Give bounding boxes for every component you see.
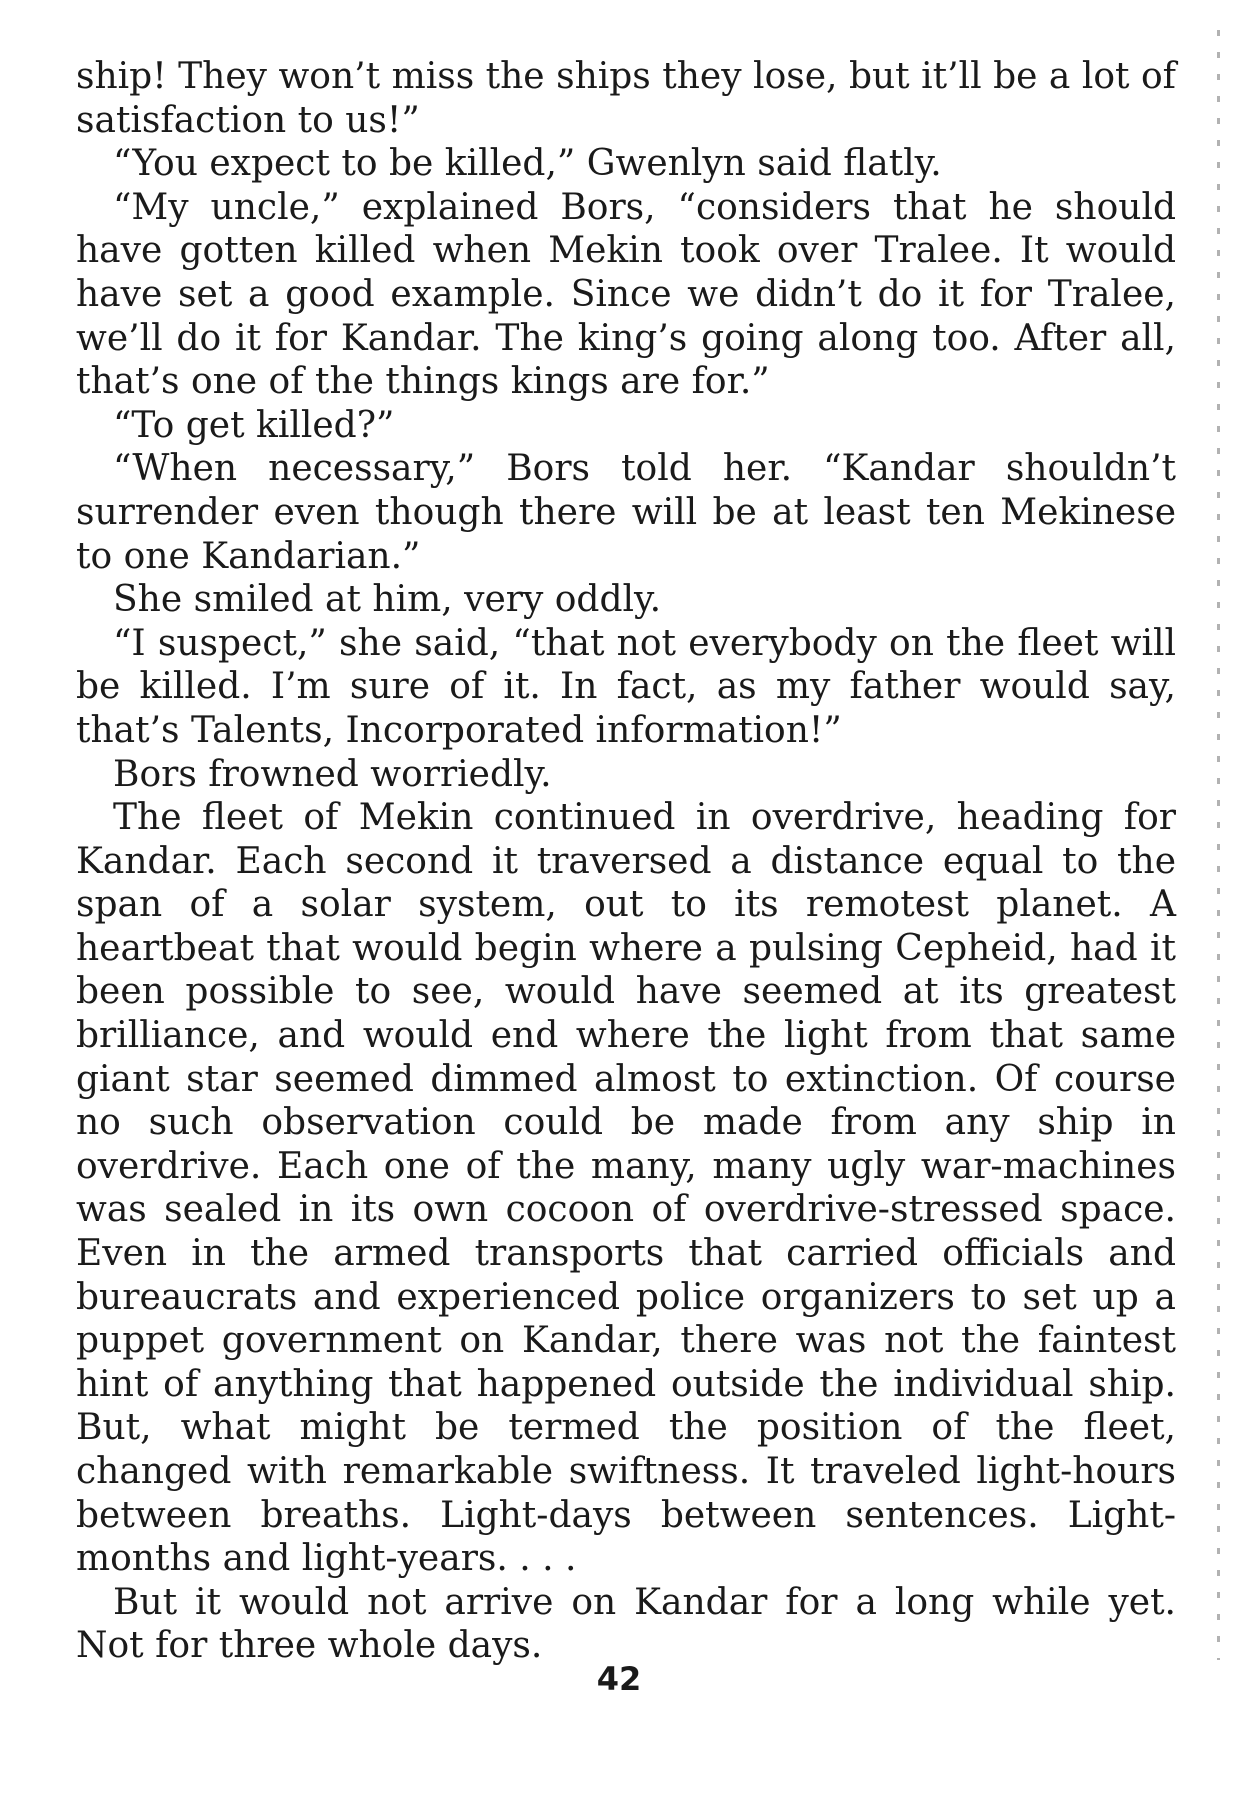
paragraph: “When necessary,” Bors told her. “Kandar shouldn’t surrender even though there will be at least ten Mekinese to one Kandarian.”: [76, 448, 1176, 577]
page-number: 42: [596, 1660, 642, 1698]
paragraph: But it would not arrive on Kandar for a long while yet. Not for three whole days.: [76, 1581, 1176, 1667]
paragraph: “I suspect,” she said, “that not everybody on the fleet will be killed. I’m sure of it. In fact, as my father would say, that’s Talents, Incorporated information!”: [76, 622, 1176, 751]
paragraph: Bors frowned worriedly.: [113, 753, 552, 795]
paragraph: “My uncle,” explained Bors, “considers that he should have gotten killed when Mekin took over Tralee. It would have set a good example. Since we didn’t do it for Tralee, we’ll do it for Kandar. The king’s going along too. After all, that’s one of the things kings are for.”: [76, 186, 1176, 403]
page-body: [76, 55, 1176, 1668]
paragraph: “You expect to be killed,” Gwenlyn said flatly.: [113, 143, 942, 185]
paragraph-continuation: ship! They won’t miss the ships they lose, but it’ll be a lot of satisfaction to us!”: [76, 56, 1176, 141]
paragraph: The fleet of Mekin continued in overdrive, heading for Kandar. Each second it traversed a distance equal to the span of a solar system, out to its remotest planet. A heartbeat that would begin where a pulsing Cepheid, had it been possible to see, would have seemed at its greatest brilliance, and would end where the light from that same giant star seemed dimmed almost to extinction. Of course no such observation could be made from any ship in overdrive. Each one of the many, many ugly war-machines was sealed in its own cocoon of overdrive-stressed space. Even in the armed transports that carried officials and bureaucrats and experienced police organizers to set up a puppet government on Kandar, there was not the faintest hint of anything that happened outside the individual ship. But, what might be termed the position of the fleet, changed with remarkable swiftness. It traveled light-hours between breaths. Light-days between sentences. Light-months and light-years. . . .: [76, 797, 1176, 1580]
page-edge-shadow: [1217, 30, 1220, 1660]
paragraph: “To get killed?”: [113, 404, 395, 446]
paragraph: She smiled at him, very oddly.: [113, 579, 662, 621]
